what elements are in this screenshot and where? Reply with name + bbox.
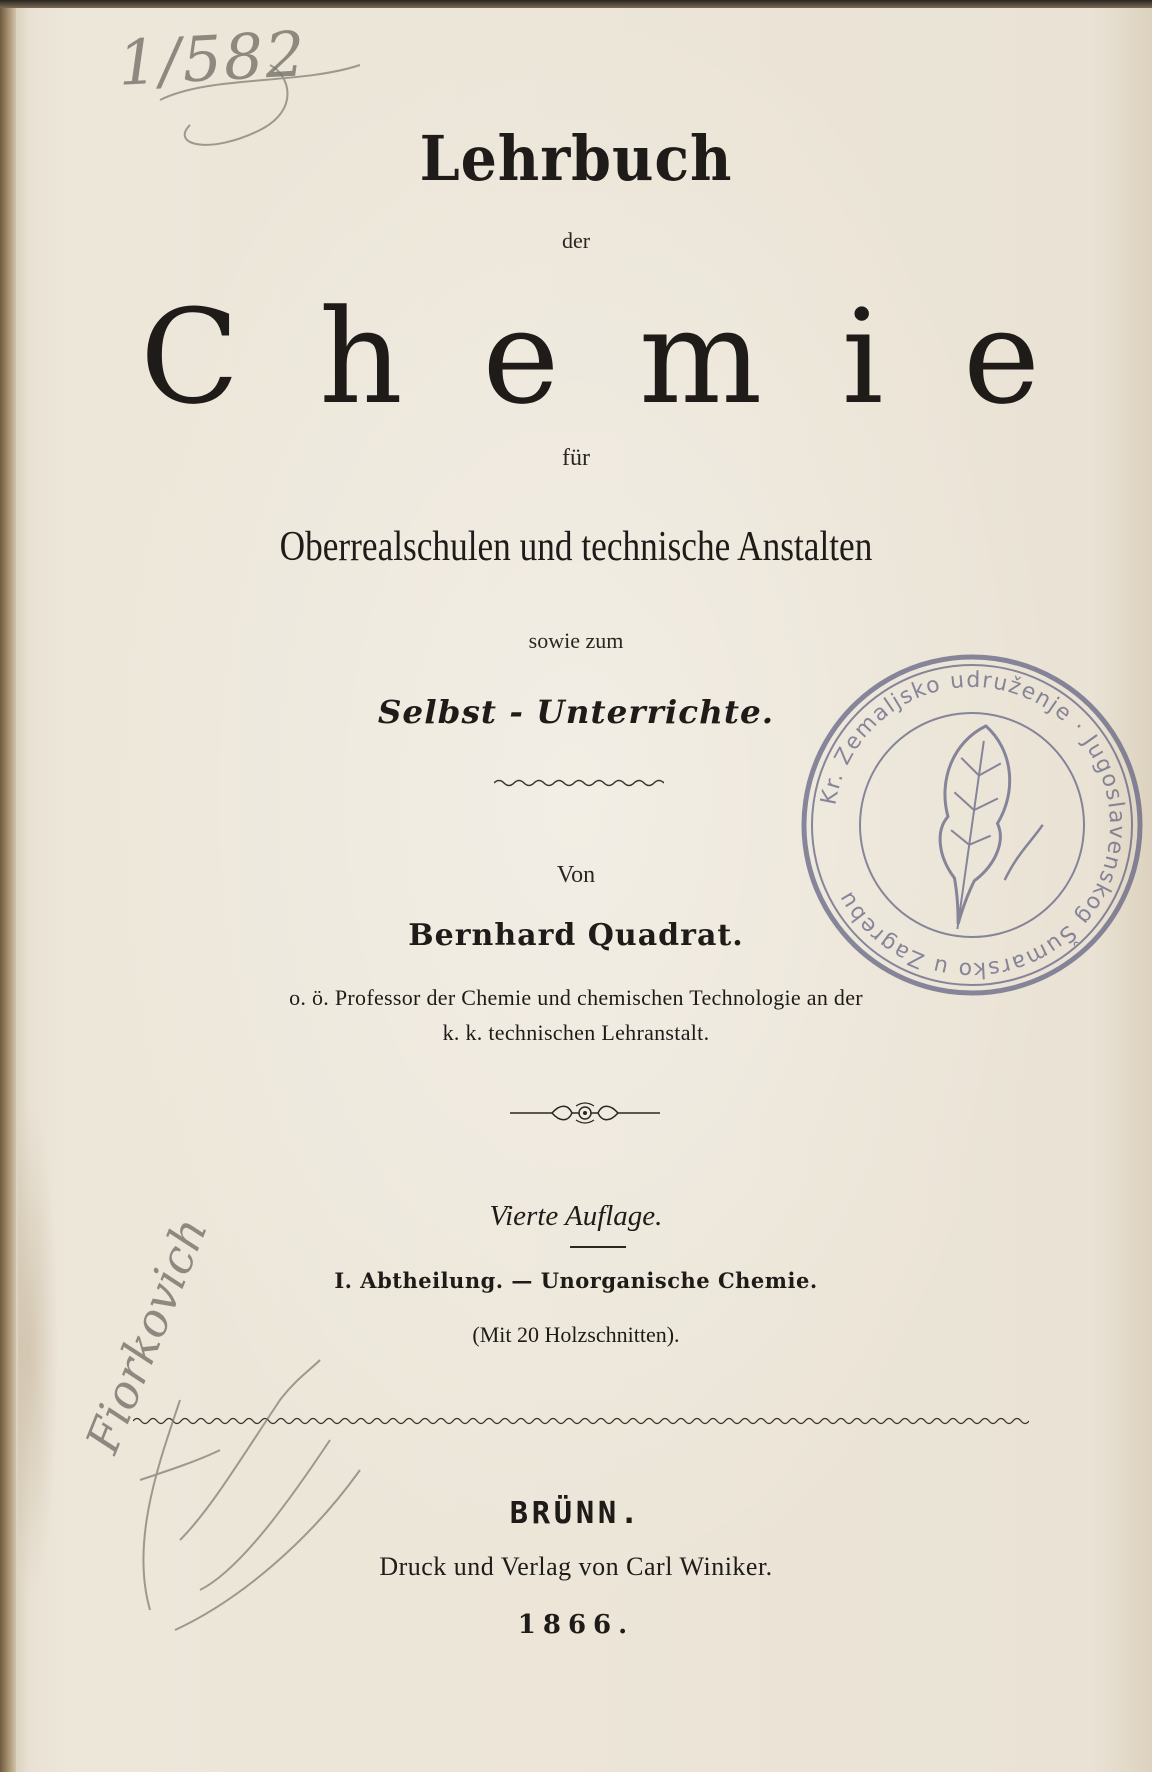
edition: Vierte Auflage. [489, 1200, 663, 1232]
publication-city: BRÜNN. [509, 1496, 643, 1531]
publication-year: 1866. [517, 1610, 635, 1640]
chemie-letter: C [140, 281, 240, 433]
sowie-zum: sowie zum [528, 628, 624, 653]
chemie-letter: h [319, 281, 403, 433]
title-lehrbuch: Lehrbuch [419, 122, 733, 195]
library-stamp-icon [769, 622, 1152, 1029]
edition-underline [570, 1246, 626, 1248]
stamp-text: Kr. Zemaljsko udruženje · Jugoslavenskog Šumarsko u Zagrebu [816, 667, 1130, 983]
von: Von [556, 862, 596, 888]
self-study-line: Selbst - Unterrichte. [377, 693, 775, 731]
chemie-letter: i [841, 281, 884, 433]
ornament-divider-icon [510, 1100, 660, 1126]
pencil-annotation-name: Fiorkovich [75, 1210, 218, 1461]
chemie-letter: e [963, 281, 1040, 433]
pencil-signature [120, 1340, 380, 1640]
title-fur: für [562, 445, 590, 471]
page-top-edge [0, 0, 1152, 8]
author-name: Bernhard Quadrat. [408, 918, 744, 953]
title-chemie [140, 281, 1040, 433]
pencil-shelfmark: 1/582 [116, 17, 309, 100]
chemie-letter: m [638, 281, 763, 433]
publisher-line: Druck und Verlag von Carl Winiker. [379, 1552, 773, 1581]
author-title-line-1: o. ö. Professor der Chemie und chemischen Technologie an der [289, 985, 863, 1010]
wavy-rule-short [494, 776, 664, 790]
chemie-letter: e [482, 281, 560, 433]
title-der: der [561, 228, 591, 253]
author-title-line-2: k. k. technischen Lehranstalt. [442, 1020, 710, 1045]
audience-line: Oberrealschulen und technische Anstalten [279, 524, 873, 570]
illustrations-note: (Mit 20 Holzschnitten). [472, 1322, 680, 1347]
part-title: I. Abtheilung. — Unorganische Chemie. [334, 1268, 818, 1293]
